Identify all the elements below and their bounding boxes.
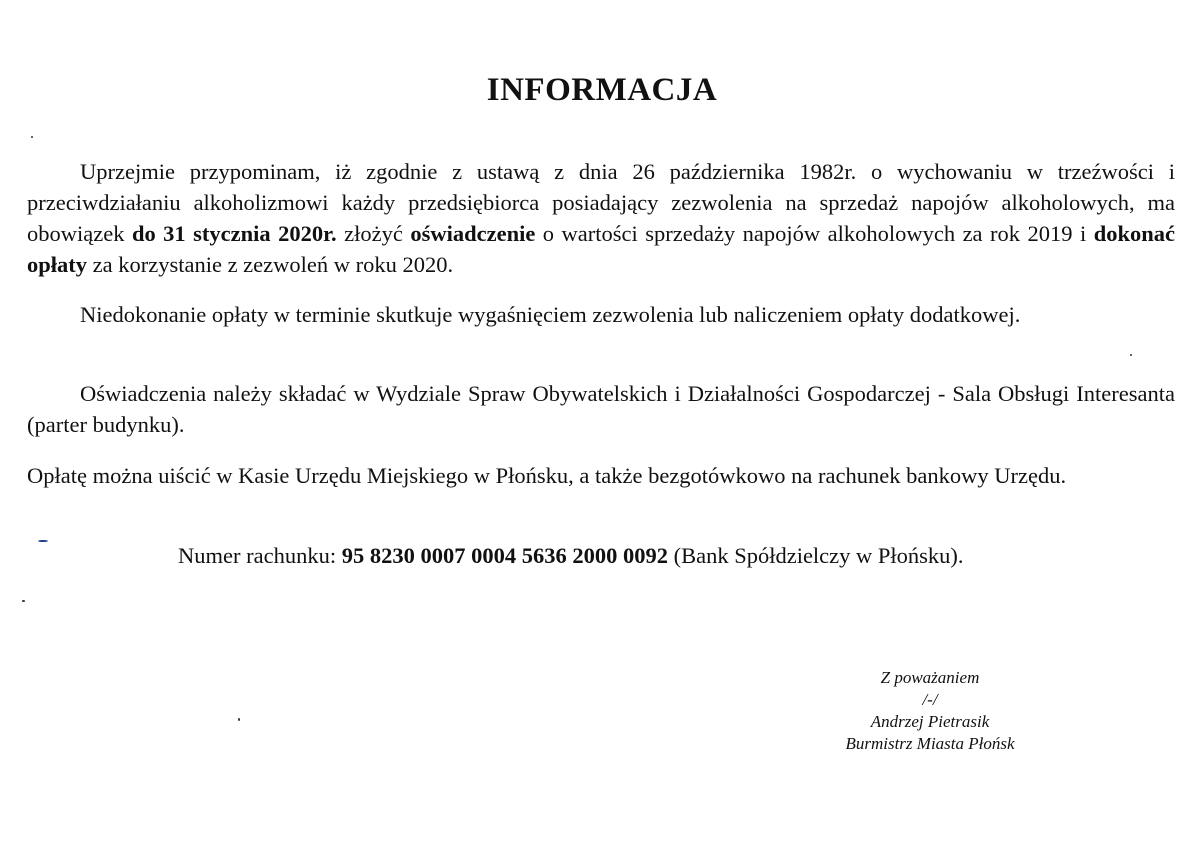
- deadline-date: do 31 stycznia 2020r.: [131, 221, 337, 246]
- payment-text: Opłatę można uiścić w Kasie Urzędu Miejskiego w Płońsku, a także bezgotówkowo na rachunek bankowy Urzędu.: [27, 463, 1067, 488]
- reminder-text-2: złożyć: [336, 221, 411, 246]
- account-number: 95 8230 0007 0004 5636 2000 0092: [341, 543, 668, 568]
- reminder-text-1: Uprzejmie przypominam, iż zgodnie z ustawą z dnia 26 października 1982r. o wychowaniu w trzeźwości i przeciwdziałaniu alkoholizmowi każdy przedsiębiorca posiadający zezwolenia na sprzedaż napojów alkoholowych, ma obowiązek: [27, 159, 1175, 246]
- account-label: Numer rachunku:: [178, 543, 342, 568]
- paragraph-reminder: [27, 156, 1175, 280]
- reminder-text-4: za korzystanie z zezwoleń w roku 2020.: [87, 252, 454, 277]
- signature-mark: /-/: [922, 690, 938, 709]
- scan-speck: [38, 540, 48, 542]
- reminder-text-3: o wartości sprzedaży napojów alkoholowych za rok 2019 i: [535, 221, 1094, 246]
- signature-role: Burmistrz Miasta Płońsk: [845, 734, 1015, 753]
- bank-name: (Bank Spółdzielczy w Płońsku).: [667, 543, 964, 568]
- scan-speck: [1130, 354, 1132, 356]
- payment-term: dokonać opłaty: [27, 221, 1175, 277]
- signature-closing: Z poważaniem: [880, 668, 980, 687]
- paragraph-consequence: [27, 299, 1175, 330]
- scan-speck: [22, 600, 25, 602]
- bank-account-line: [178, 540, 1168, 571]
- scan-speck: [238, 718, 240, 721]
- paragraph-payment: [27, 460, 1175, 491]
- document-title: INFORMACJA: [486, 72, 718, 108]
- consequence-text: Niedokonanie opłaty w terminie skutkuje wygaśnięciem zezwolenia lub naliczeniem opłaty dodatkowej.: [80, 302, 1021, 327]
- scan-speck: [31, 136, 33, 138]
- paragraph-submission: [27, 378, 1175, 440]
- declaration-term: oświadczenie: [410, 221, 536, 246]
- signature-name: Andrzej Pietrasik: [870, 712, 990, 731]
- signature-block: [800, 667, 1060, 755]
- submission-text: Oświadczenia należy składać w Wydziale Spraw Obywatelskich i Działalności Gospodarczej - Sala Obsługi Interesanta (parter budynku).: [27, 381, 1175, 437]
